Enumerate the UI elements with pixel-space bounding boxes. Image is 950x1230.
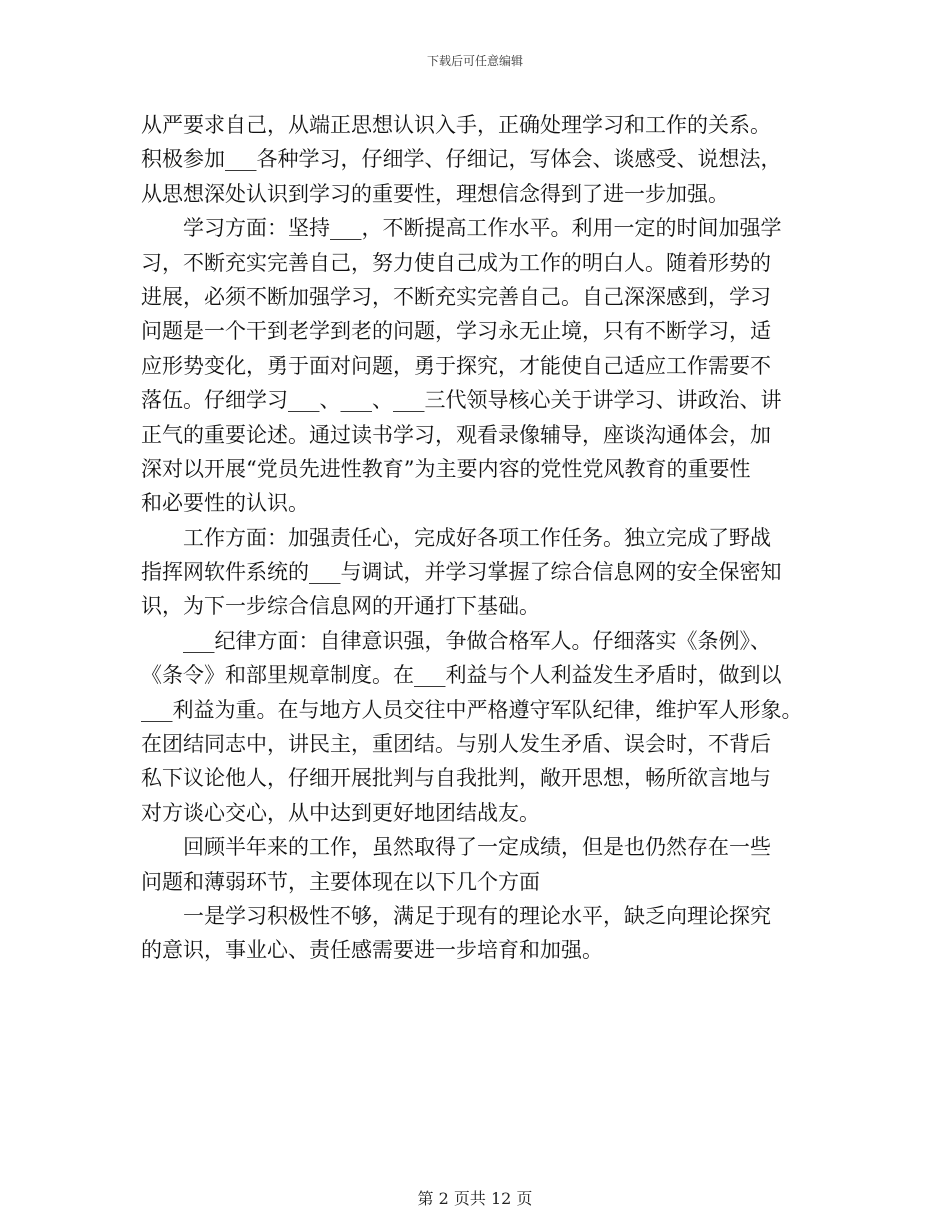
text-line: ___纪律方面：自律意识强，争做合格军人。仔细落实《条例》、 (183, 628, 771, 653)
text-line: 积极参加___各种学习，仔细学、仔细记，写体会、谈感受、说想法， (141, 147, 782, 172)
paragraph (141, 108, 821, 211)
text-line: 一是学习积极性不够，满足于现有的理论水平，缺乏向理论探究 (183, 903, 771, 928)
text-line: 习，不断充实完善自己，努力使自己成为工作的明白人。随着形势的 (141, 250, 771, 275)
paragraph-review (141, 830, 821, 899)
text-line: 和必要性的认识。 (141, 491, 309, 516)
text-line: 深对以开展“党员先进性教育”为主要内容的党性党风教育的重要性 (141, 456, 751, 481)
text-line: 问题和薄弱环节，主要体现在以下几个方面 (141, 869, 540, 894)
text-line: 在团结同志中，讲民主，重团结。与别人发生矛盾、误会时，不背后 (141, 732, 771, 757)
text-line: 落伍。仔细学习___、___、___三代领导核心关于讲学习、讲政治、讲 (141, 388, 782, 413)
text-line: 问题是一个干到老学到老的问题，学习永无止境，只有不断学习，适 (141, 319, 771, 344)
page-header: 下载后可任意编辑 (426, 54, 523, 68)
text-line: 的意识，事业心、责任感需要进一步培育和加强。 (141, 938, 603, 963)
document-body (141, 108, 821, 968)
text-line: 私下议论他人，仔细开展批判与自我批判，敞开思想，畅所欲言地与 (141, 766, 771, 791)
text-line: 应形势变化，勇于面对问题，勇于探究，才能使自己适应工作需要不 (141, 353, 771, 378)
text-line: 从思想深处认识到学习的重要性，理想信念得到了进一步加强。 (141, 181, 729, 206)
text-line: 回顾半年来的工作，虽然取得了一定成绩，但是也仍然存在一些 (183, 835, 771, 860)
paragraph-shortcoming-1 (141, 899, 821, 968)
paragraph-study (141, 211, 821, 521)
paragraph-discipline (141, 624, 821, 830)
text-line: 识，为下一步综合信息网的开通打下基础。 (141, 594, 540, 619)
text-line: 对方谈心交心，从中达到更好地团结战友。 (141, 800, 540, 825)
paragraph-work (141, 521, 821, 624)
page-footer: 第 2 页共 12 页 (417, 1189, 533, 1208)
text-line: 《条令》和部里规章制度。在___利益与个人利益发生矛盾时，做到以 (141, 663, 782, 688)
text-line: 指挥网软件系统的___与调试，并学习掌握了综合信息网的安全保密知 (141, 560, 782, 585)
text-line: 正气的重要论述。通过读书学习，观看录像辅导，座谈沟通体会，加 (141, 422, 771, 447)
text-line: 学习方面：坚持___，不断提高工作水平。利用一定的时间加强学 (183, 216, 782, 241)
text-line: 进展，必须不断加强学习，不断充实完善自己。自己深深感到，学习 (141, 284, 771, 309)
text-line: 从严要求自己，从端正思想认识入手，正确处理学习和工作的关系。 (141, 113, 771, 137)
text-line: ___利益为重。在与地方人员交往中严格遵守军队纪律，维护军人形象。 (141, 697, 803, 722)
text-line: 工作方面：加强责任心，完成好各项工作任务。独立完成了野战 (183, 525, 771, 550)
